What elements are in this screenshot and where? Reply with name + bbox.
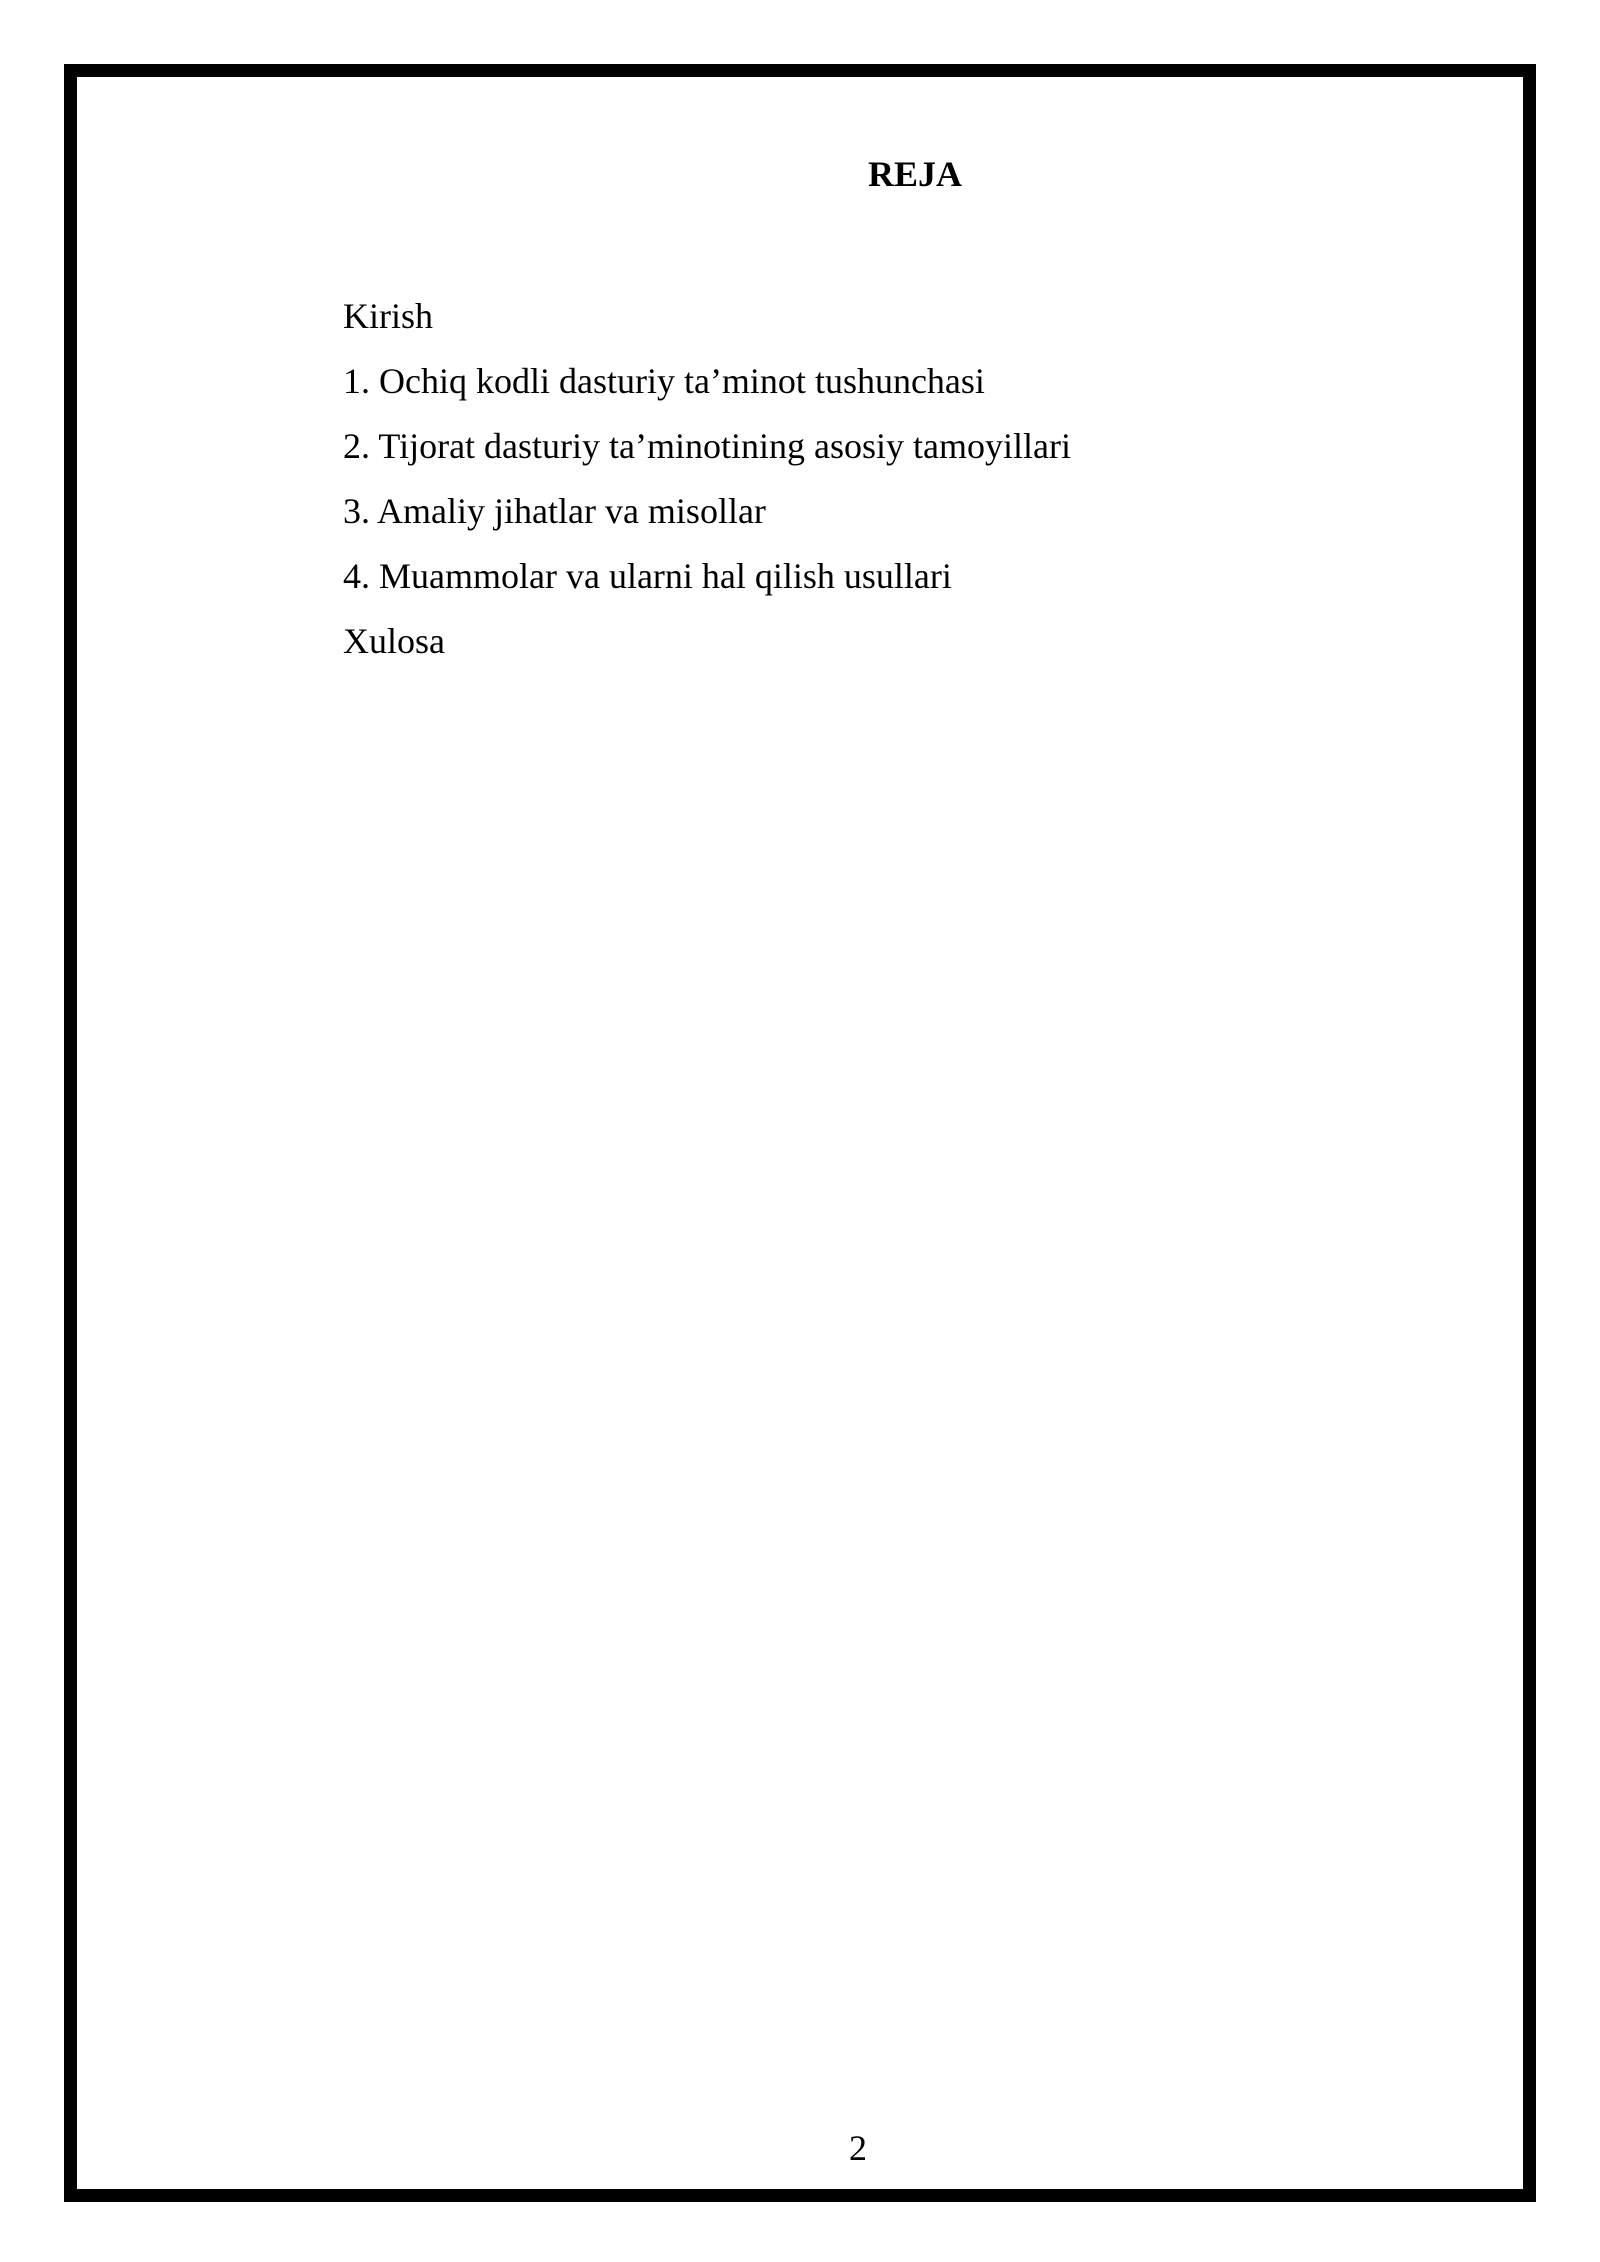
- toc-item-4: 4. Muammolar va ularni hal qilish usullari: [343, 556, 952, 596]
- table-of-contents: [343, 284, 1071, 674]
- toc-item-1: 1. Ochiq kodli dasturiy ta’minot tushunchasi: [343, 361, 985, 401]
- page-number: 2: [849, 2128, 867, 2168]
- toc-item-3: 3. Amaliy jihatlar va misollar: [343, 491, 766, 531]
- toc-item-conclusion: Xulosa: [343, 621, 445, 661]
- page-title: REJA: [867, 154, 962, 194]
- toc-item-introduction: Kirish: [343, 296, 433, 336]
- toc-item-2: 2. Tijorat dasturiy ta’minotining asosiy tamoyillari: [343, 426, 1071, 466]
